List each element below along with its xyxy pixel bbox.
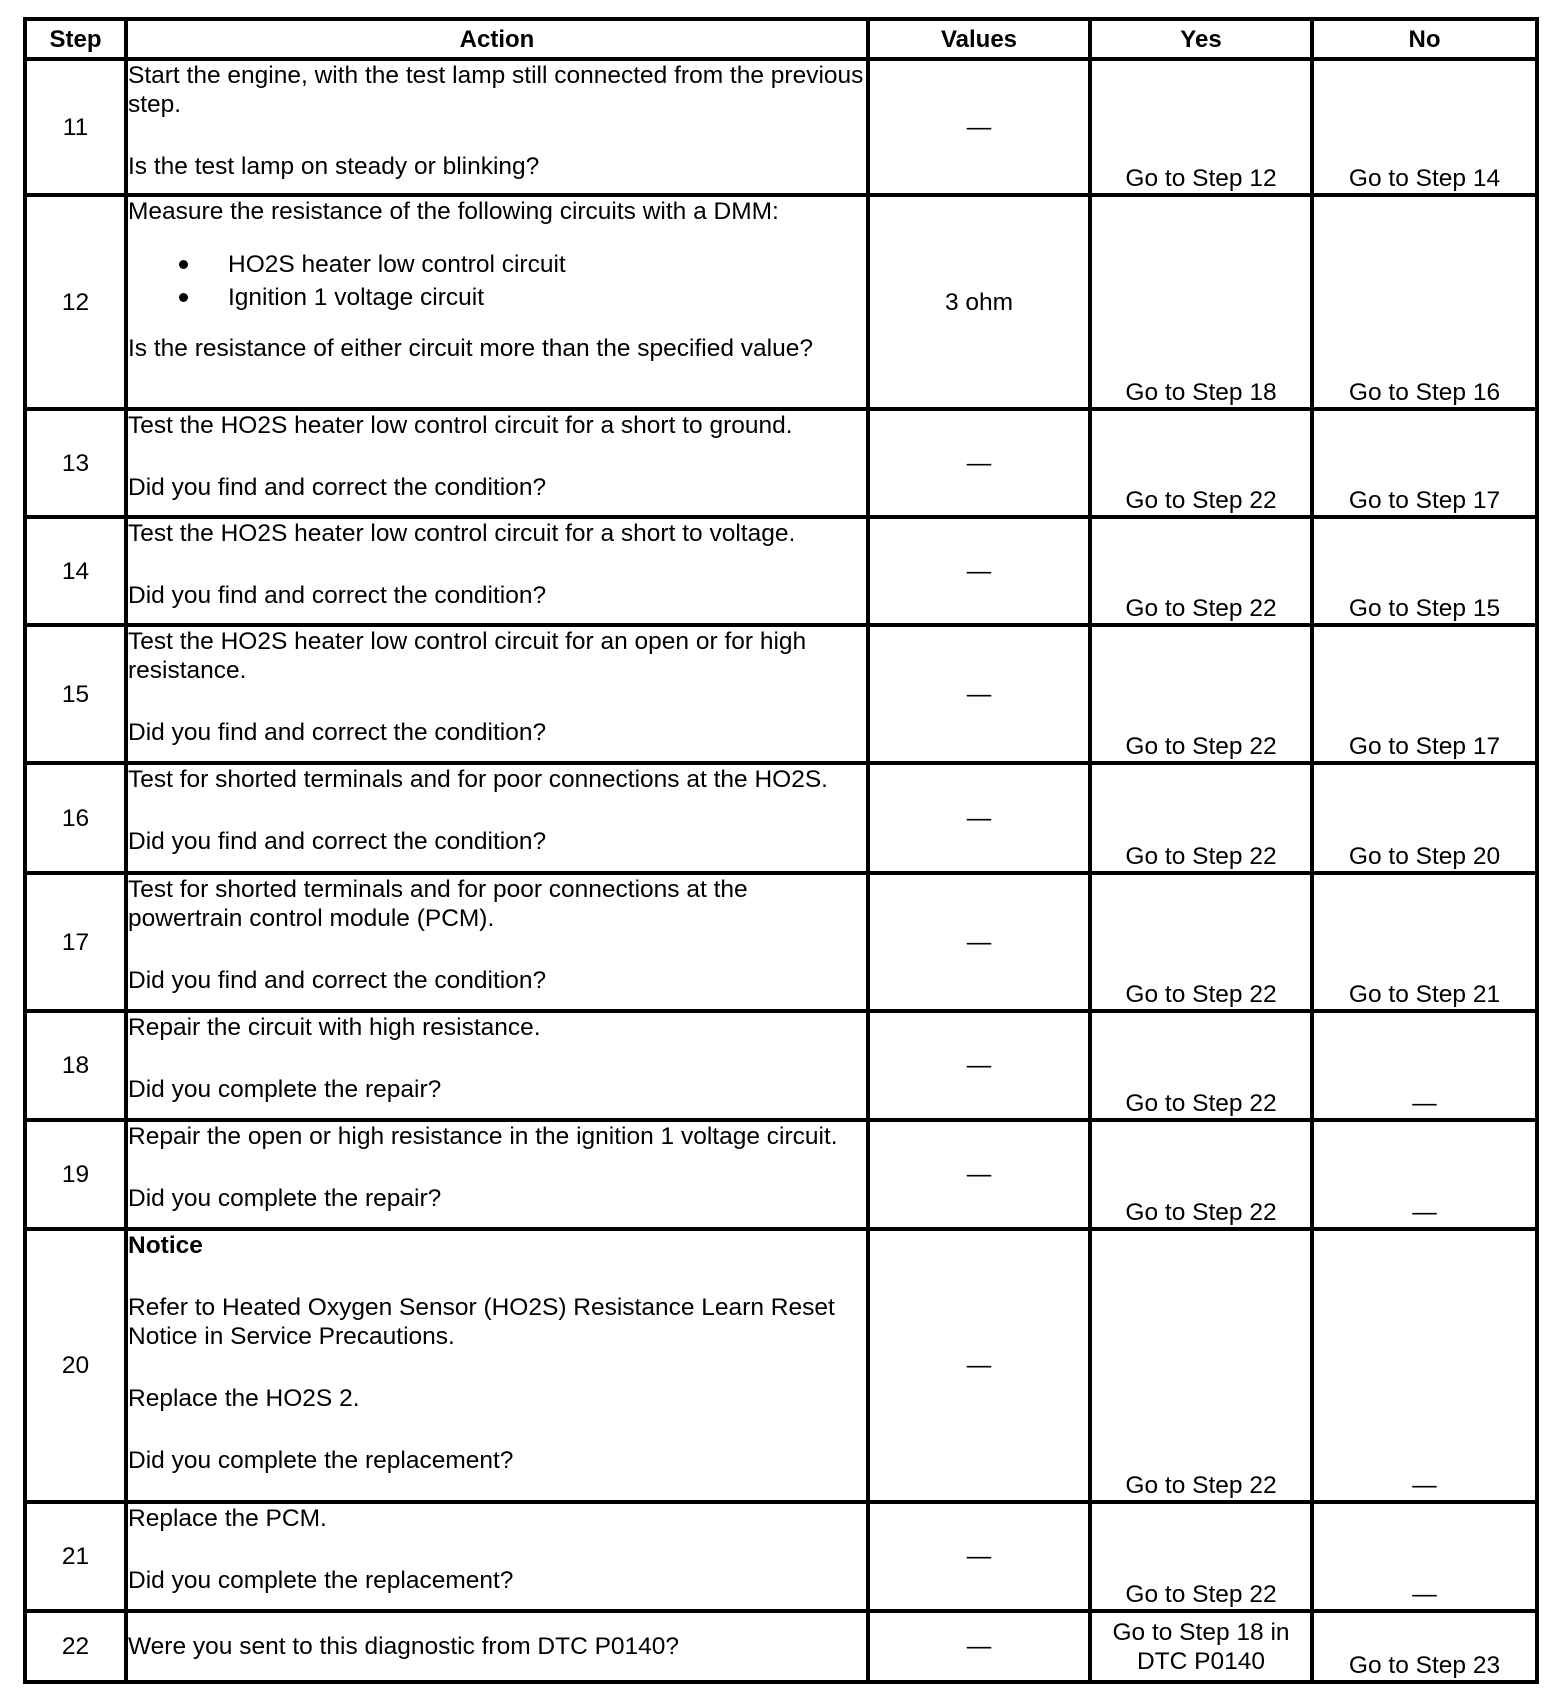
diagnostic-table xyxy=(23,17,1539,1684)
notice-heading: Notice xyxy=(128,1232,203,1259)
header-no: No xyxy=(1312,19,1537,59)
step-number: 12 xyxy=(25,195,126,409)
values-cell: 3 ohm xyxy=(868,195,1090,409)
no-cell: — xyxy=(1312,1011,1537,1120)
yes-cell: Go to Step 22 xyxy=(1090,409,1312,517)
action-instruction: Repair the open or high resistance in the ignition 1 voltage circuit. xyxy=(128,1123,838,1150)
table-row xyxy=(25,59,1537,195)
notice-text: Refer to Heated Oxygen Sensor (HO2S) Resistance Learn Reset Notice in Service Precautions. xyxy=(128,1294,835,1350)
action-question: Did you complete the repair? xyxy=(128,1076,442,1103)
yes-cell: Go to Step 22 xyxy=(1090,517,1312,625)
values-cell: — xyxy=(868,1611,1090,1682)
table-row xyxy=(25,195,1537,409)
values-cell: — xyxy=(868,763,1090,873)
action-question: Were you sent to this diagnostic from DTC P0140? xyxy=(128,1633,680,1660)
step-number: 20 xyxy=(25,1229,126,1502)
yes-cell: Go to Step 18 xyxy=(1090,195,1312,409)
action-cell xyxy=(126,517,868,625)
no-cell: Go to Step 23 xyxy=(1312,1611,1537,1682)
values-cell: — xyxy=(868,1120,1090,1229)
yes-cell: Go to Step 22 xyxy=(1090,763,1312,873)
values-cell: — xyxy=(868,59,1090,195)
header-action: Action xyxy=(126,19,868,59)
no-cell: Go to Step 14 xyxy=(1312,59,1537,195)
header-step: Step xyxy=(25,19,126,59)
action-cell xyxy=(126,1502,868,1611)
action-question: Did you find and correct the condition? xyxy=(128,719,547,746)
values-cell: — xyxy=(868,625,1090,763)
yes-cell: Go to Step 12 xyxy=(1090,59,1312,195)
yes-cell: Go to Step 22 xyxy=(1090,1120,1312,1229)
action-question: Did you find and correct the condition? xyxy=(128,582,547,609)
no-cell: Go to Step 17 xyxy=(1312,625,1537,763)
action-cell xyxy=(126,1011,868,1120)
action-instruction: Measure the resistance of the following circuits with a DMM: xyxy=(128,198,779,225)
action-instruction: Replace the HO2S 2. xyxy=(128,1385,360,1412)
table-row xyxy=(25,625,1537,763)
values-cell: — xyxy=(868,517,1090,625)
no-cell: — xyxy=(1312,1120,1537,1229)
yes-cell: Go to Step 22 xyxy=(1090,1011,1312,1120)
action-question: Is the resistance of either circuit more than the specified value? xyxy=(128,335,813,362)
action-question: Did you find and correct the condition? xyxy=(128,967,547,994)
yes-cell: Go to Step 22 xyxy=(1090,625,1312,763)
action-instruction: Test for shorted terminals and for poor connections at the powertrain control module (PCM). xyxy=(128,876,748,932)
table-row xyxy=(25,1120,1537,1229)
no-cell: — xyxy=(1312,1502,1537,1611)
step-number: 15 xyxy=(25,625,126,763)
step-number: 19 xyxy=(25,1120,126,1229)
step-number: 21 xyxy=(25,1502,126,1611)
values-cell: — xyxy=(868,1229,1090,1502)
action-question: Did you find and correct the condition? xyxy=(128,828,547,855)
yes-cell: Go to Step 18 in DTC P0140 xyxy=(1090,1611,1312,1682)
no-cell: Go to Step 16 xyxy=(1312,195,1537,409)
action-cell xyxy=(126,1229,868,1502)
values-cell: — xyxy=(868,409,1090,517)
circuit-list xyxy=(128,248,866,314)
step-number: 11 xyxy=(25,59,126,195)
action-instruction: Start the engine, with the test lamp still connected from the previous step. xyxy=(128,62,864,118)
action-question: Is the test lamp on steady or blinking? xyxy=(128,153,540,180)
header-yes: Yes xyxy=(1090,19,1312,59)
step-number: 22 xyxy=(25,1611,126,1682)
action-cell xyxy=(126,1120,868,1229)
step-number: 16 xyxy=(25,763,126,873)
table-row xyxy=(25,1502,1537,1611)
action-question: Did you complete the repair? xyxy=(128,1185,442,1212)
action-instruction: Test the HO2S heater low control circuit for a short to voltage. xyxy=(128,520,796,547)
values-cell: — xyxy=(868,873,1090,1011)
step-number: 18 xyxy=(25,1011,126,1120)
action-cell xyxy=(126,195,868,409)
action-question: Did you complete the replacement? xyxy=(128,1567,514,1594)
table-row xyxy=(25,517,1537,625)
action-instruction: Test the HO2S heater low control circuit for an open or for high resistance. xyxy=(128,628,807,684)
table-row xyxy=(25,1611,1537,1682)
action-cell xyxy=(126,873,868,1011)
step-number: 13 xyxy=(25,409,126,517)
yes-cell: Go to Step 22 xyxy=(1090,873,1312,1011)
action-cell xyxy=(126,59,868,195)
yes-cell: Go to Step 22 xyxy=(1090,1502,1312,1611)
action-instruction: Test for shorted terminals and for poor connections at the HO2S. xyxy=(128,766,828,793)
step-number: 14 xyxy=(25,517,126,625)
list-item: HO2S heater low control circuit xyxy=(128,248,866,281)
header-row xyxy=(25,19,1537,59)
table-row xyxy=(25,1229,1537,1502)
action-instruction: Replace the PCM. xyxy=(128,1505,327,1532)
action-cell xyxy=(126,1611,868,1682)
action-instruction: Test the HO2S heater low control circuit for a short to ground. xyxy=(128,412,793,439)
action-cell xyxy=(126,409,868,517)
no-cell: Go to Step 21 xyxy=(1312,873,1537,1011)
table-row xyxy=(25,409,1537,517)
header-values: Values xyxy=(868,19,1090,59)
table-row xyxy=(25,1011,1537,1120)
action-instruction: Repair the circuit with high resistance. xyxy=(128,1014,541,1041)
step-number: 17 xyxy=(25,873,126,1011)
action-cell xyxy=(126,625,868,763)
table-row xyxy=(25,763,1537,873)
action-question: Did you find and correct the condition? xyxy=(128,474,547,501)
values-cell: — xyxy=(868,1011,1090,1120)
table-row xyxy=(25,873,1537,1011)
action-cell xyxy=(126,763,868,873)
no-cell: Go to Step 20 xyxy=(1312,763,1537,873)
action-question: Did you complete the replacement? xyxy=(128,1447,514,1474)
yes-cell: Go to Step 22 xyxy=(1090,1229,1312,1502)
no-cell: Go to Step 17 xyxy=(1312,409,1537,517)
list-item: Ignition 1 voltage circuit xyxy=(128,281,866,314)
no-cell: Go to Step 15 xyxy=(1312,517,1537,625)
values-cell: — xyxy=(868,1502,1090,1611)
no-cell: — xyxy=(1312,1229,1537,1502)
